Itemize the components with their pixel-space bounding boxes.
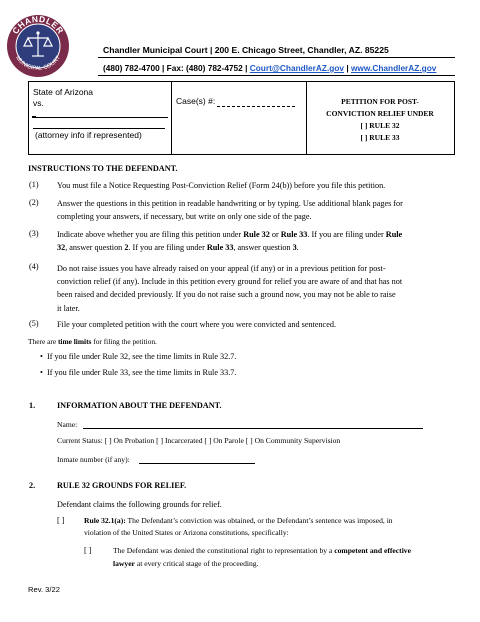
text: or — [269, 230, 281, 239]
instruction-item — [57, 262, 402, 315]
section2-intro: Defendant claims the following grounds for relief. — [57, 500, 222, 509]
rule-ref: 32 — [57, 242, 66, 252]
bullet-icon: • — [40, 368, 43, 377]
rule33-ref: Rule 33 — [206, 242, 234, 252]
text: The Defendant’s conviction was obtained, or the Defendant’s sentence was imposed, in — [125, 516, 393, 525]
sub-ground-line — [113, 545, 411, 558]
section2-heading: RULE 32 GROUNDS FOR RELIEF. — [57, 481, 187, 490]
bullet-item — [40, 351, 236, 364]
seal-text-top: CHANDLER — [10, 14, 66, 36]
section-number: 2. — [29, 481, 36, 490]
ground-line: violation of the United States or Arizona constitutions, specifically: — [84, 527, 289, 537]
court-name: Chandler Municipal Court | 200 E. Chicago Street, Chandler, AZ. 85225 — [103, 45, 389, 55]
caption-divider — [171, 81, 172, 155]
item-number: (5) — [29, 319, 39, 328]
instructions-heading: INSTRUCTIONS TO THE DEFENDANT. — [28, 164, 178, 173]
bullet-text: If you file under Rule 32, see the time limits in Rule 32.7. — [46, 352, 237, 361]
case-number-label: Case(s) #: — [176, 96, 216, 106]
instruction-line: Answer the questions in this petition in readable handwriting or by typing. Use additional blank pages for — [57, 199, 403, 208]
emphasis: lawyer — [113, 558, 135, 568]
rule32-checkbox[interactable]: [ ] RULE 32 — [360, 121, 400, 130]
website-link[interactable]: www.ChandlerAZ.gov — [350, 63, 437, 73]
attorney-label: (attorney info if represented) — [35, 130, 142, 140]
instruction-item: You must file a Notice Requesting Post-Conviction Relief (Form 24(b)) before you file this petition. — [57, 181, 386, 190]
instruction-item — [57, 229, 402, 254]
petition-title-line: PETITION FOR POST- — [341, 97, 419, 106]
instruction-line: completing your answers, if necessary, but write on only one side of the page. — [57, 211, 312, 221]
seal-text-bottom: MUNICIPAL COURT — [14, 55, 62, 73]
state-label: State of Arizona — [33, 87, 94, 97]
header-divider — [98, 57, 455, 58]
rule-ref: Rule 32.1(a): — [84, 516, 126, 525]
text: for filing the petition. — [91, 337, 157, 346]
sub-ground-line — [113, 558, 411, 571]
sub-ground-checkbox[interactable]: [ ] — [84, 546, 92, 555]
instruction-line: conviction relief (if any). Include in this petition every ground for relief you are aware of and that has not — [57, 277, 403, 287]
ground-checkbox[interactable]: [ ] — [57, 516, 65, 525]
text: at every critical stage of the proceeding. — [134, 558, 259, 568]
vs-label: vs. — [33, 98, 44, 108]
instruction-line — [57, 242, 402, 255]
revision-label: Rev. 3/22 — [28, 585, 60, 594]
rule-ref: Rule — [385, 230, 403, 239]
text: , answer question — [233, 242, 293, 252]
item-number: (4) — [29, 262, 39, 271]
phone-fax: (480) 782-4700 | Fax: (480) 782-4752 | — [103, 63, 248, 73]
bullet-icon: • — [40, 352, 43, 361]
time-limits-bold: time limits — [57, 337, 92, 346]
inmate-number-label: Inmate number (if any): — [57, 455, 130, 464]
instruction-line: Do not raise issues you have already raised on your appeal (if any) or in a previous petition for post- — [57, 264, 386, 273]
attorney-info-field[interactable] — [33, 128, 165, 129]
petition-title — [306, 96, 454, 144]
instruction-line: it later. — [57, 303, 80, 313]
bullet-item — [40, 367, 236, 380]
inmate-number-input[interactable] — [139, 463, 255, 464]
instruction-item: File your completed petition with the court where you were convicted and sentenced. — [57, 320, 336, 329]
text: . — [296, 242, 299, 252]
question-ref: 3 — [292, 242, 297, 252]
emphasis: competent and effective — [334, 546, 411, 555]
section1-heading: INFORMATION ABOUT THE DEFENDANT. — [57, 401, 222, 410]
defendant-name-input[interactable] — [83, 428, 423, 429]
instruction-line: been raised and decided previously. If you do not raise such a ground now, you may not be able to raise — [57, 290, 396, 300]
case-number-field[interactable] — [217, 106, 295, 107]
contact-separator: | — [346, 63, 349, 73]
rule32-ref: Rule 32 — [243, 230, 270, 239]
court-seal-logo — [6, 14, 70, 78]
name-label: Name: — [57, 420, 78, 429]
ground-line — [84, 515, 393, 527]
ground-32-1a — [84, 515, 393, 538]
header-divider — [98, 75, 455, 76]
instruction-line — [57, 229, 402, 242]
defendant-name-field[interactable] — [33, 117, 168, 118]
email-link[interactable]: Court@ChandlerAZ.gov — [249, 63, 345, 73]
bullet-text: If you file under Rule 33, see the time limits in Rule 33.7. — [46, 368, 237, 377]
text: . If you are filing under — [307, 230, 386, 239]
petition-title-line: CONVICTION RELIEF UNDER — [326, 109, 434, 118]
text: , answer question — [65, 242, 125, 252]
rule33-ref: Rule 33 — [280, 230, 308, 239]
time-limits-note — [28, 337, 157, 346]
text: Indicate above whether you are filing this petition under — [57, 230, 244, 239]
question-ref: 2 — [124, 242, 129, 252]
text: . If you are filing under — [128, 242, 207, 252]
item-number: (3) — [29, 229, 39, 238]
current-status-options[interactable]: Current Status: [ ] On Probation [ ] Incarcerated [ ] On Parole [ ] On Community Supervision — [57, 436, 341, 445]
instruction-item — [57, 198, 403, 223]
sub-ground-text — [113, 545, 411, 570]
item-number: (1) — [29, 180, 39, 189]
rule33-checkbox[interactable]: [ ] RULE 33 — [360, 133, 400, 142]
text: The Defendant was denied the constitutional right to representation by a — [113, 546, 335, 555]
section-number: 1. — [29, 401, 36, 410]
item-number: (2) — [29, 198, 39, 207]
text: There are — [28, 337, 58, 346]
contact-line — [103, 63, 436, 73]
